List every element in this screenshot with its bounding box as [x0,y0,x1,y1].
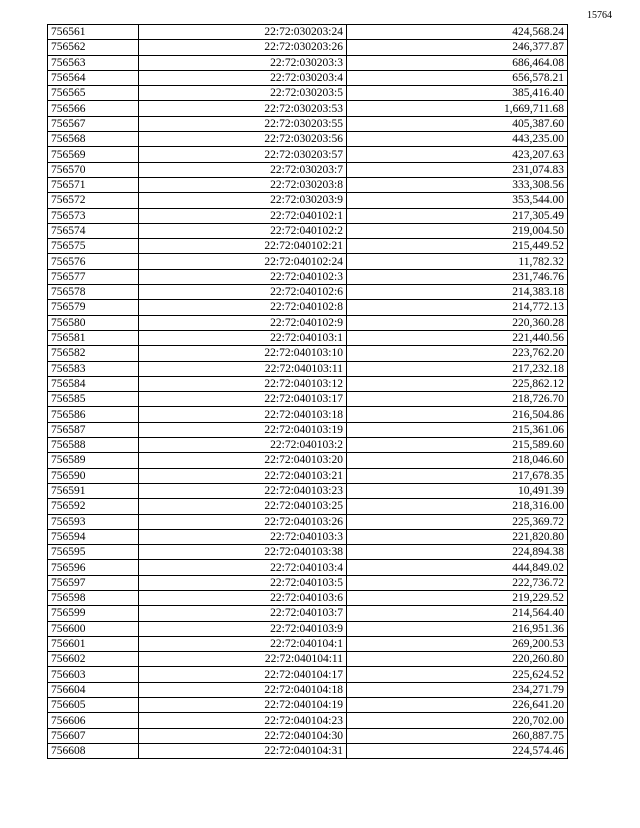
amount-cell: 216,504.86 [347,407,568,422]
table-row [48,223,568,238]
record-id-cell: 756573 [48,208,139,223]
record-id-cell: 756602 [48,652,139,667]
record-id-cell: 756603 [48,667,139,682]
record-id-cell: 756566 [48,101,139,116]
amount-cell: 220,360.28 [347,315,568,330]
amount-cell: 226,641.20 [347,698,568,713]
record-id-cell: 756569 [48,147,139,162]
cadastral-number-cell: 22:72:040103:23 [139,483,347,498]
table-row [48,499,568,514]
record-id-cell: 756606 [48,713,139,728]
amount-cell: 423,207.63 [347,147,568,162]
amount-cell: 223,762.20 [347,346,568,361]
table-row [48,667,568,682]
table-row [48,361,568,376]
table-row [48,239,568,254]
record-id-cell: 756562 [48,40,139,55]
amount-cell: 217,232.18 [347,361,568,376]
record-id-cell: 756592 [48,499,139,514]
table-row [48,40,568,55]
table-row [48,269,568,284]
amount-cell: 219,229.52 [347,590,568,605]
table-row [48,208,568,223]
amount-cell: 260,887.75 [347,728,568,743]
record-id-cell: 756597 [48,575,139,590]
table-row [48,483,568,498]
cadastral-number-cell: 22:72:040104:30 [139,728,347,743]
cadastral-number-cell: 22:72:040103:11 [139,361,347,376]
amount-cell: 221,440.56 [347,330,568,345]
cadastral-number-cell: 22:72:040104:1 [139,636,347,651]
amount-cell: 231,074.83 [347,162,568,177]
amount-cell: 217,678.35 [347,468,568,483]
cadastral-number-cell: 22:72:030203:4 [139,70,347,85]
record-id-cell: 756588 [48,438,139,453]
cadastral-number-cell: 22:72:040103:10 [139,346,347,361]
amount-cell: 214,383.18 [347,285,568,300]
amount-cell: 353,544.00 [347,193,568,208]
record-id-cell: 756571 [48,177,139,192]
amount-cell: 224,894.38 [347,545,568,560]
record-id-cell: 756596 [48,560,139,575]
amount-cell: 222,736.72 [347,575,568,590]
cadastral-number-cell: 22:72:040102:24 [139,254,347,269]
table-row [48,713,568,728]
cadastral-number-cell: 22:72:030203:53 [139,101,347,116]
table-row [48,147,568,162]
cadastral-number-cell: 22:72:040103:25 [139,499,347,514]
record-id-cell: 756564 [48,70,139,85]
cadastral-number-cell: 22:72:040103:4 [139,560,347,575]
amount-cell: 214,564.40 [347,606,568,621]
amount-cell: 225,862.12 [347,376,568,391]
record-id-cell: 756575 [48,239,139,254]
cadastral-number-cell: 22:72:040103:9 [139,621,347,636]
amount-cell: 218,316.00 [347,499,568,514]
table-row [48,132,568,147]
cadastral-number-cell: 22:72:040102:1 [139,208,347,223]
table-row [48,193,568,208]
record-id-cell: 756598 [48,590,139,605]
record-id-cell: 756605 [48,698,139,713]
table-row [48,575,568,590]
record-id-cell: 756583 [48,361,139,376]
table-row [48,376,568,391]
record-id-cell: 756578 [48,285,139,300]
table-row [48,636,568,651]
table-row [48,545,568,560]
cadastral-number-cell: 22:72:040103:20 [139,453,347,468]
amount-cell: 246,377.87 [347,40,568,55]
cadastral-number-cell: 22:72:030203:57 [139,147,347,162]
record-id-cell: 756567 [48,116,139,131]
table-row [48,392,568,407]
record-id-cell: 756587 [48,422,139,437]
record-id-cell: 756589 [48,453,139,468]
record-id-cell: 756565 [48,86,139,101]
table-row [48,682,568,697]
cadastral-number-cell: 22:72:040103:38 [139,545,347,560]
amount-cell: 216,951.36 [347,621,568,636]
record-id-cell: 756574 [48,223,139,238]
table-row [48,453,568,468]
record-id-cell: 756590 [48,468,139,483]
table-row [48,698,568,713]
record-id-cell: 756604 [48,682,139,697]
amount-cell: 424,568.24 [347,25,568,40]
amount-cell: 215,589.60 [347,438,568,453]
cadastral-number-cell: 22:72:040103:18 [139,407,347,422]
cadastral-number-cell: 22:72:040102:3 [139,269,347,284]
table-row [48,300,568,315]
cadastral-number-cell: 22:72:040102:9 [139,315,347,330]
cadastral-number-cell: 22:72:040103:6 [139,590,347,605]
table-row [48,529,568,544]
cadastral-number-cell: 22:72:040103:12 [139,376,347,391]
table-row [48,70,568,85]
table-row [48,346,568,361]
record-id-cell: 756581 [48,330,139,345]
amount-cell: 215,449.52 [347,239,568,254]
record-id-cell: 756595 [48,545,139,560]
amount-cell: 220,702.00 [347,713,568,728]
cadastral-number-cell: 22:72:030203:9 [139,193,347,208]
amount-cell: 333,308.56 [347,177,568,192]
amount-cell: 405,387.60 [347,116,568,131]
amount-cell: 217,305.49 [347,208,568,223]
cadastral-number-cell: 22:72:030203:3 [139,55,347,70]
amount-cell: 686,464.08 [347,55,568,70]
table-row [48,743,568,758]
record-id-cell: 756600 [48,621,139,636]
table-row [48,177,568,192]
table-row [48,514,568,529]
cadastral-number-cell: 22:72:030203:8 [139,177,347,192]
amount-cell: 269,200.53 [347,636,568,651]
table-row [48,560,568,575]
table-row [48,285,568,300]
record-id-cell: 756582 [48,346,139,361]
cadastral-number-cell: 22:72:040103:26 [139,514,347,529]
record-id-cell: 756591 [48,483,139,498]
table-row [48,254,568,269]
table-row [48,422,568,437]
cadastral-number-cell: 22:72:040102:21 [139,239,347,254]
amount-cell: 656,578.21 [347,70,568,85]
record-id-cell: 756599 [48,606,139,621]
amount-cell: 218,046.60 [347,453,568,468]
cadastral-number-cell: 22:72:040103:17 [139,392,347,407]
records-table [47,24,568,759]
record-id-cell: 756585 [48,392,139,407]
amount-cell: 10,491.39 [347,483,568,498]
record-id-cell: 756570 [48,162,139,177]
record-id-cell: 756576 [48,254,139,269]
amount-cell: 224,574.46 [347,743,568,758]
table-row [48,86,568,101]
cadastral-number-cell: 22:72:040102:6 [139,285,347,300]
record-id-cell: 756572 [48,193,139,208]
cadastral-number-cell: 22:72:040104:11 [139,652,347,667]
record-id-cell: 756607 [48,728,139,743]
record-id-cell: 756584 [48,376,139,391]
cadastral-number-cell: 22:72:040104:23 [139,713,347,728]
table-row [48,116,568,131]
cadastral-number-cell: 22:72:040104:19 [139,698,347,713]
cadastral-number-cell: 22:72:040103:1 [139,330,347,345]
amount-cell: 219,004.50 [347,223,568,238]
cadastral-number-cell: 22:72:030203:26 [139,40,347,55]
cadastral-number-cell: 22:72:040104:31 [139,743,347,758]
amount-cell: 214,772.13 [347,300,568,315]
records-table-body [48,25,568,759]
record-id-cell: 756579 [48,300,139,315]
amount-cell: 218,726.70 [347,392,568,407]
table-row [48,621,568,636]
cadastral-number-cell: 22:72:040103:19 [139,422,347,437]
table-row [48,590,568,605]
cadastral-number-cell: 22:72:030203:5 [139,86,347,101]
record-id-cell: 756561 [48,25,139,40]
amount-cell: 443,235.00 [347,132,568,147]
amount-cell: 225,369.72 [347,514,568,529]
page-number: 15764 [587,10,612,21]
record-id-cell: 756577 [48,269,139,284]
cadastral-number-cell: 22:72:040103:21 [139,468,347,483]
cadastral-number-cell: 22:72:030203:55 [139,116,347,131]
table-row [48,468,568,483]
table-row [48,55,568,70]
table-row [48,728,568,743]
cadastral-number-cell: 22:72:030203:56 [139,132,347,147]
amount-cell: 220,260.80 [347,652,568,667]
record-id-cell: 756608 [48,743,139,758]
cadastral-number-cell: 22:72:040103:5 [139,575,347,590]
table-row [48,606,568,621]
amount-cell: 231,746.76 [347,269,568,284]
amount-cell: 1,669,711.68 [347,101,568,116]
table-row [48,25,568,40]
table-row [48,162,568,177]
amount-cell: 215,361.06 [347,422,568,437]
cadastral-number-cell: 22:72:040102:8 [139,300,347,315]
cadastral-number-cell: 22:72:040104:17 [139,667,347,682]
amount-cell: 234,271.79 [347,682,568,697]
amount-cell: 385,416.40 [347,86,568,101]
table-row [48,438,568,453]
amount-cell: 225,624.52 [347,667,568,682]
table-row [48,330,568,345]
cadastral-number-cell: 22:72:040104:18 [139,682,347,697]
table-row [48,652,568,667]
amount-cell: 11,782.32 [347,254,568,269]
record-id-cell: 756568 [48,132,139,147]
record-id-cell: 756593 [48,514,139,529]
cadastral-number-cell: 22:72:030203:7 [139,162,347,177]
cadastral-number-cell: 22:72:040103:7 [139,606,347,621]
cadastral-number-cell: 22:72:030203:24 [139,25,347,40]
record-id-cell: 756580 [48,315,139,330]
table-row [48,315,568,330]
amount-cell: 221,820.80 [347,529,568,544]
cadastral-number-cell: 22:72:040102:2 [139,223,347,238]
table-row [48,407,568,422]
record-id-cell: 756601 [48,636,139,651]
record-id-cell: 756586 [48,407,139,422]
amount-cell: 444,849.02 [347,560,568,575]
record-id-cell: 756594 [48,529,139,544]
table-row [48,101,568,116]
cadastral-number-cell: 22:72:040103:2 [139,438,347,453]
cadastral-number-cell: 22:72:040103:3 [139,529,347,544]
record-id-cell: 756563 [48,55,139,70]
